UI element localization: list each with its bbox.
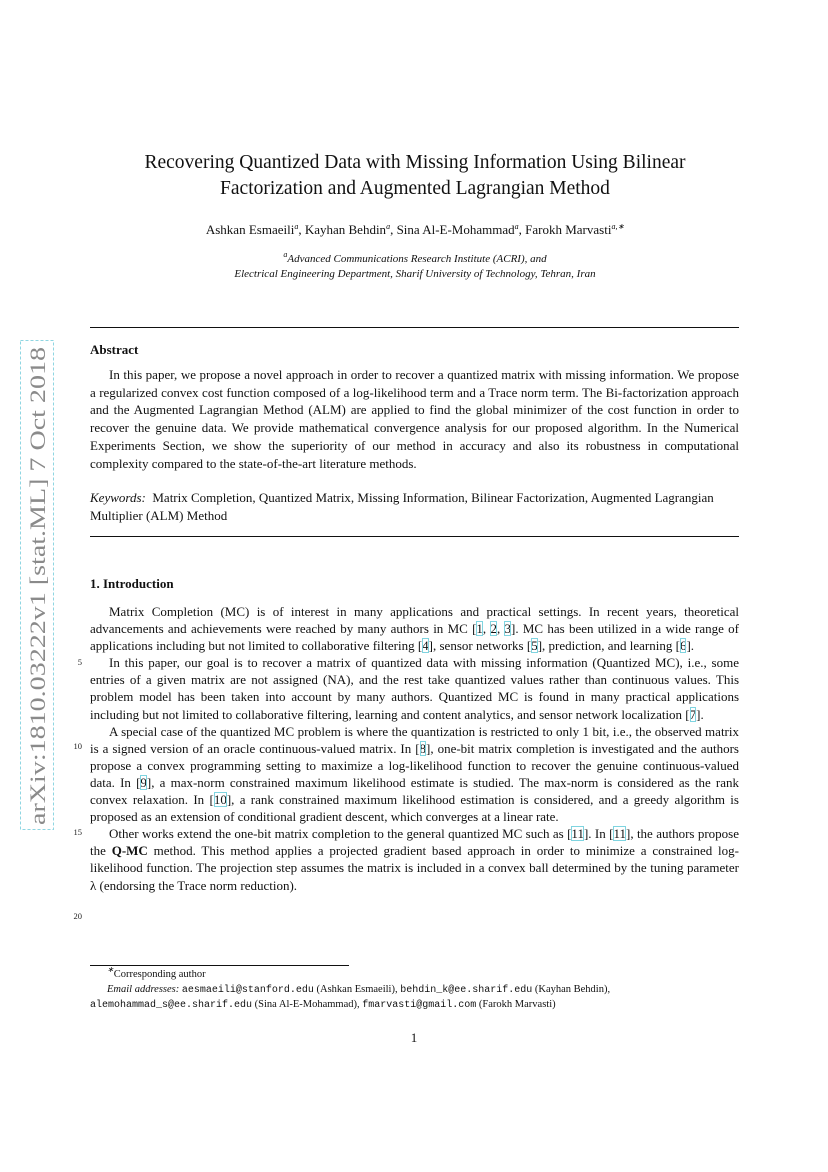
author-name: Ashkan Esmaeili <box>205 222 295 237</box>
email-owner: (Farokh Marvasti) <box>476 999 556 1010</box>
author-mark: a <box>514 222 519 231</box>
citation-link[interactable]: 5 <box>531 638 538 654</box>
email-owner: (Sina Al-E-Mohammad), <box>252 999 363 1010</box>
footnotes <box>90 965 739 1014</box>
paragraph-text: ], the authors propose the <box>90 826 740 859</box>
citation-link[interactable]: 7 <box>689 706 697 722</box>
paragraph-text: ], a max-norm constrained maximum likelihood estimate is studied. The max-norm is considered as the rank convex relaxation. In [ <box>90 774 739 808</box>
paragraph-2 <box>90 654 739 722</box>
email-owner: (Kayhan Behdin), <box>532 983 611 995</box>
paragraph-text: ], one-bit matrix completion is investigated and the authors propose a convex programming setting to maximize a log-likelihood function to recover the genuine continuous-valued data. In [ <box>90 740 739 790</box>
citation-link[interactable]: 6 <box>679 638 687 654</box>
citation-link[interactable]: 11 <box>613 826 626 842</box>
introduction-body <box>90 603 739 894</box>
email-link[interactable]: fmarvasti@gmail.com <box>362 1000 477 1011</box>
abstract-bottom-rule <box>90 536 739 537</box>
paragraph-text: ], sensor networks [ <box>428 638 532 654</box>
paragraph-1 <box>90 603 739 654</box>
citation-link[interactable]: 4 <box>422 638 429 654</box>
paragraph-text: method. This method applies a projected gradient based approach in order to minimize a constrained log-likelihood function. The projection step assumes the matrix is included in a convex ball determined by the tuning parameter λ (endorsing the Trace norm reduction). <box>90 843 739 893</box>
abstract-heading: Abstract <box>90 342 139 357</box>
paragraph-text: Matrix Completion (MC) is of interest in many applications and practical settings. In recent years, theoretical advancements and achievements were reached by many authors in MC [ <box>90 604 739 637</box>
citation-link[interactable]: 11 <box>571 826 584 842</box>
footnote-rule <box>90 965 349 966</box>
keywords-text: Matrix Completion, Quantized Matrix, Missing Information, Bilinear Factorization, Augmented Lagrangian Multiplier (ALM) Method <box>90 490 714 523</box>
corresponding-author-note: Corresponding author <box>113 969 206 980</box>
abstract-top-rule <box>90 327 739 328</box>
abstract-text: In this paper, we propose a novel approach in order to recover a quantized matrix with missing information. We propose a regularized convex cost function composed of a log-likelihood term and a Trace norm term. The Bi-factorization approach and the Augmented Lagrangian Method (ALM) are applied to find the global minimizer of the cost function in order to recover the genuine data. We provide mathematical convergence analysis for our proposed algorithm. In the Numerical Experiments Section, we show the superiority of our method in accuracy and also its robustness in computational complexity compared to the state-of-the-art literature methods. <box>90 367 739 471</box>
footnote-mark: ∗ <box>107 965 114 974</box>
affiliation <box>100 252 730 282</box>
email-owner: (Ashkan Esmaeili), <box>313 983 401 995</box>
line-number: 10 <box>73 741 82 751</box>
paragraph-text: In this paper, our goal is to recover a matrix of quantized data with missing information (Quantized MC), i.e., some entries of a given matrix are not assigned (NA), and the rest take quantized values rather than continuous values. This problem model has been taken into account by many authors. Quantized MC is found in many practical applications including but not limited to collaborative filtering, learning and content analytics, and sensor network localization [ <box>90 655 739 722</box>
author-name: Sina Al-E-Mohammad <box>396 222 515 237</box>
author-name: Farokh Marvasti <box>525 222 612 237</box>
line-number: 15 <box>73 827 82 837</box>
citation-link[interactable]: 3 <box>504 621 511 637</box>
author-mark: a,∗ <box>611 222 625 231</box>
paragraph-text: ], a rank constrained maximum likelihood estimation is considered, and a greedy algorithm is proposed as an extension of conditional gradient descent, which converges at a linear rate. <box>90 792 739 825</box>
paragraph-text: ]. MC has been utilized in a wide range of applications including but not limited to collaborative filtering [ <box>90 621 740 654</box>
line-number: 5 <box>77 657 82 667</box>
keywords <box>90 489 739 524</box>
citation-link[interactable]: 10 <box>213 792 227 808</box>
paragraph-text: , <box>496 621 505 637</box>
method-name: Q-MC <box>111 843 148 859</box>
paper-title <box>100 150 730 202</box>
author-mark: a <box>386 222 391 231</box>
author-name: Kayhan Behdin <box>304 222 387 237</box>
paragraph-4 <box>90 825 739 893</box>
affiliation-line-2: Electrical Engineering Department, Sharif University of Technology, Tehran, Iran <box>234 268 596 280</box>
section-heading-introduction: 1. Introduction <box>90 576 174 591</box>
affiliation-line-1: Advanced Communications Research Institute (ACRI), and <box>287 253 547 265</box>
line-number: 20 <box>73 911 82 921</box>
paragraph-text: Other works extend the one-bit matrix completion to the general quantized MC such as [ <box>109 826 572 842</box>
page-number: 1 <box>410 1030 418 1045</box>
paragraph-text: ]. <box>686 638 695 654</box>
citation-link[interactable]: 8 <box>419 740 427 756</box>
paragraph-3 <box>90 723 739 826</box>
arxiv-id: arXiv:1810.03222v1 [stat.ML] 7 Oct 2018 <box>25 441 50 825</box>
email-link[interactable]: aesmaeili@stanford.edu <box>181 984 314 996</box>
keywords-label: Keywords: <box>90 490 146 505</box>
paragraph-text: A special case of the quantized MC problem is where the quantization is restricted to only 1 bit, i.e., the observed matrix is a signed version of an oracle continuous-valued matrix. In [ <box>90 723 739 756</box>
title-line-2: Factorization and Augmented Lagrangian Method <box>220 178 610 199</box>
paragraph-text: ], prediction, and learning [ <box>537 638 680 654</box>
arxiv-stamp <box>20 340 54 830</box>
email-link[interactable]: behdin_k@ee.sharif.edu <box>400 984 533 996</box>
author-mark: a <box>294 222 299 231</box>
citation-link[interactable]: 1 <box>476 621 483 637</box>
affiliation-mark: a <box>283 250 288 259</box>
title-line-1: Recovering Quantized Data with Missing Information Using Bilinear <box>144 152 686 173</box>
paragraph-text: , <box>482 621 491 637</box>
paragraph-text: ]. In [ <box>583 826 614 842</box>
author-list: Ashkan Esmaeili$^a$, Kayhan Behdin$^a$, Sina Al-E-Mohammad$^a$, Farokh Marvasti$^{a,∗}$ <box>205 222 625 237</box>
citation-link[interactable]: 9 <box>140 774 147 790</box>
citation-link[interactable]: 2 <box>490 621 497 637</box>
paragraph-text: ]. <box>696 706 704 722</box>
email-link[interactable]: alemohammad_s@ee.sharif.edu <box>90 1000 253 1011</box>
email-label: Email addresses: <box>107 983 180 995</box>
